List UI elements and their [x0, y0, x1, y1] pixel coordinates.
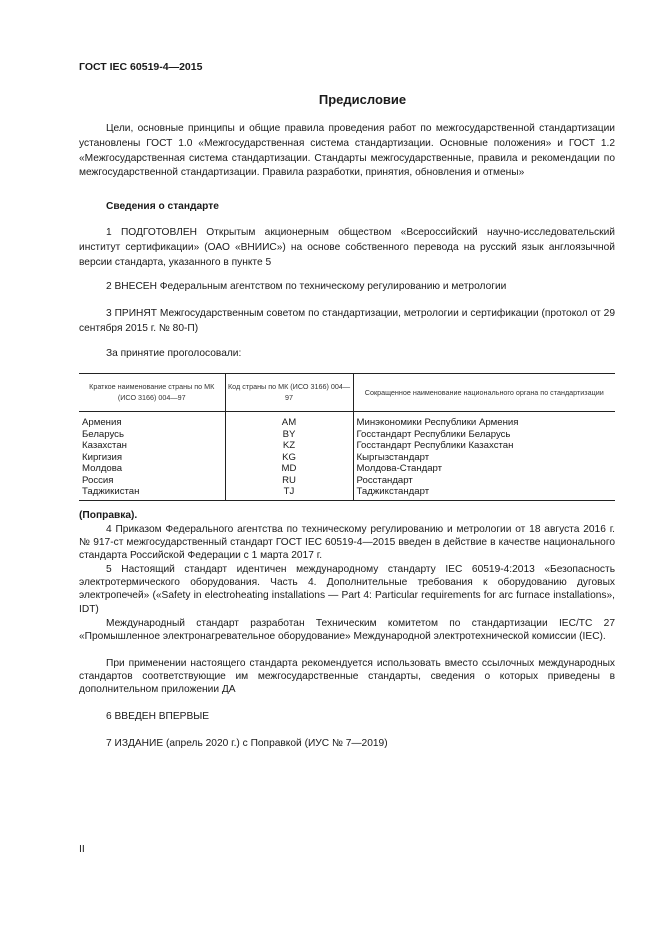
table-row: [79, 486, 615, 500]
code-cell: BY: [225, 429, 353, 441]
body-cell: Таджикстандарт: [353, 486, 615, 500]
intro-paragraph: Цели, основные принципы и общие правила проведения работ по межгосударственной стандартизации установлены ГОСТ 1.0 «Межгосударственная система стандартизации. Основные положения» и ГОСТ 1.2 «Межгосударственная система стандартизации. Стандарты межгосударственные, правила и рекомендации по межгосударственной стандартизации. Правила разработки, принятия, обновления и отмены»: [79, 123, 615, 179]
info-heading: Сведения о стандарте: [106, 201, 219, 212]
body-cell: Госстандарт Республики Беларусь: [353, 429, 615, 441]
item-2-paragraph: 2 ВНЕСЕН Федеральным агентством по техническому регулированию и метрологии: [106, 281, 507, 292]
country-cell: Киргизия: [82, 451, 123, 463]
country-cell: Армения: [82, 417, 122, 428]
table-header-row: [79, 374, 615, 412]
item-5-tc-paragraph: Международный стандарт разработан Техническим комитетом по стандартизации IEC/TC 27 «Промышленное электронагревательное оборудование» Международной электротехнической комиссии (IEC).: [79, 618, 615, 643]
country-cell: Россия: [82, 474, 114, 486]
amendment-note: (Поправка).: [79, 510, 138, 521]
body-cell: Кыргызстандарт: [353, 452, 615, 464]
code-cell: RU: [225, 475, 353, 487]
voted-label: За принятие проголосовали:: [106, 348, 242, 359]
country-cell: Таджикистан: [79, 486, 225, 500]
table-row: [79, 475, 615, 487]
code-cell: MD: [225, 463, 353, 475]
document-code: ГОСТ IEC 60519-4—2015: [79, 61, 203, 73]
item-6-paragraph: 6 ВВЕДЕН ВПЕРВЫЕ: [106, 711, 210, 722]
table-header-body: Сокращенное наименование национального органа по стандартизации: [353, 374, 615, 412]
table-row: [79, 452, 615, 464]
table-row: [79, 463, 615, 475]
table-row: [79, 412, 615, 429]
item-1-paragraph: 1 ПОДГОТОВЛЕН Открытым акционерным обществом «Всероссийский научно-исследовательский институт сертификации» (ОАО «ВНИИС») на основе собственного перевода на русский язык англоязычной версии стандарта, указанного в пункте 5: [79, 227, 615, 268]
country-cell: Беларусь: [82, 428, 124, 440]
table-header-country: Краткое наименование страны по МК (ИСО 3166) 004—97: [79, 374, 225, 412]
country-cell: Казахстан: [82, 440, 127, 451]
item-4-paragraph: 4 Приказом Федерального агентства по техническому регулированию и метрологии от 18 августа 2016 г. № 917-ст межгосударственный стандарт ГОСТ IEC 60519-4—2015 введен в действие в качестве национального стандарта Российской Федерации с 1 марта 2017 г.: [79, 524, 615, 562]
voting-table: [79, 373, 615, 501]
code-cell: KG: [225, 452, 353, 464]
body-cell: Молдова-Стандарт: [353, 463, 615, 475]
table-header-code: Код страны по МК (ИСО 3166) 004—97: [225, 374, 353, 412]
body-cell: Росстандарт: [353, 475, 615, 487]
body-cell: Минэкономики Республики Армения: [353, 412, 615, 429]
code-cell: AM: [225, 412, 353, 429]
code-cell: TJ: [225, 486, 353, 500]
item-7-paragraph: 7 ИЗДАНИЕ (апрель 2020 г.) с Поправкой (ИУС № 7—2019): [106, 738, 388, 749]
page-number: II: [79, 843, 85, 855]
table-row: [79, 429, 615, 441]
table-row: [79, 440, 615, 452]
item-5-reference-paragraph: При применении настоящего стандарта рекомендуется использовать вместо ссылочных международных стандартов соответствующие им межгосударственные стандарты, сведения о которых приведены в дополнительном приложении ДА: [79, 658, 615, 696]
page-title: Предисловие: [318, 92, 407, 107]
item-5-paragraph: 5 Настоящий стандарт идентичен международному стандарту IEC 60519-4:2013 «Безопасность электротермического оборудования. Часть 4. Дополнительные требования к оборудованию дуговых электропечей» («Safety in electroheating installations — Part 4: Particular requirements for arc furnace installations», IDT): [79, 564, 615, 615]
item-3-paragraph: 3 ПРИНЯТ Межгосударственным советом по стандартизации, метрологии и сертификации (протокол от 29 сентября 2015 г. № 80-П): [79, 308, 615, 334]
code-cell: KZ: [225, 440, 353, 452]
country-cell: Молдова: [82, 463, 123, 474]
body-cell: Госстандарт Республики Казахстан: [353, 440, 615, 452]
